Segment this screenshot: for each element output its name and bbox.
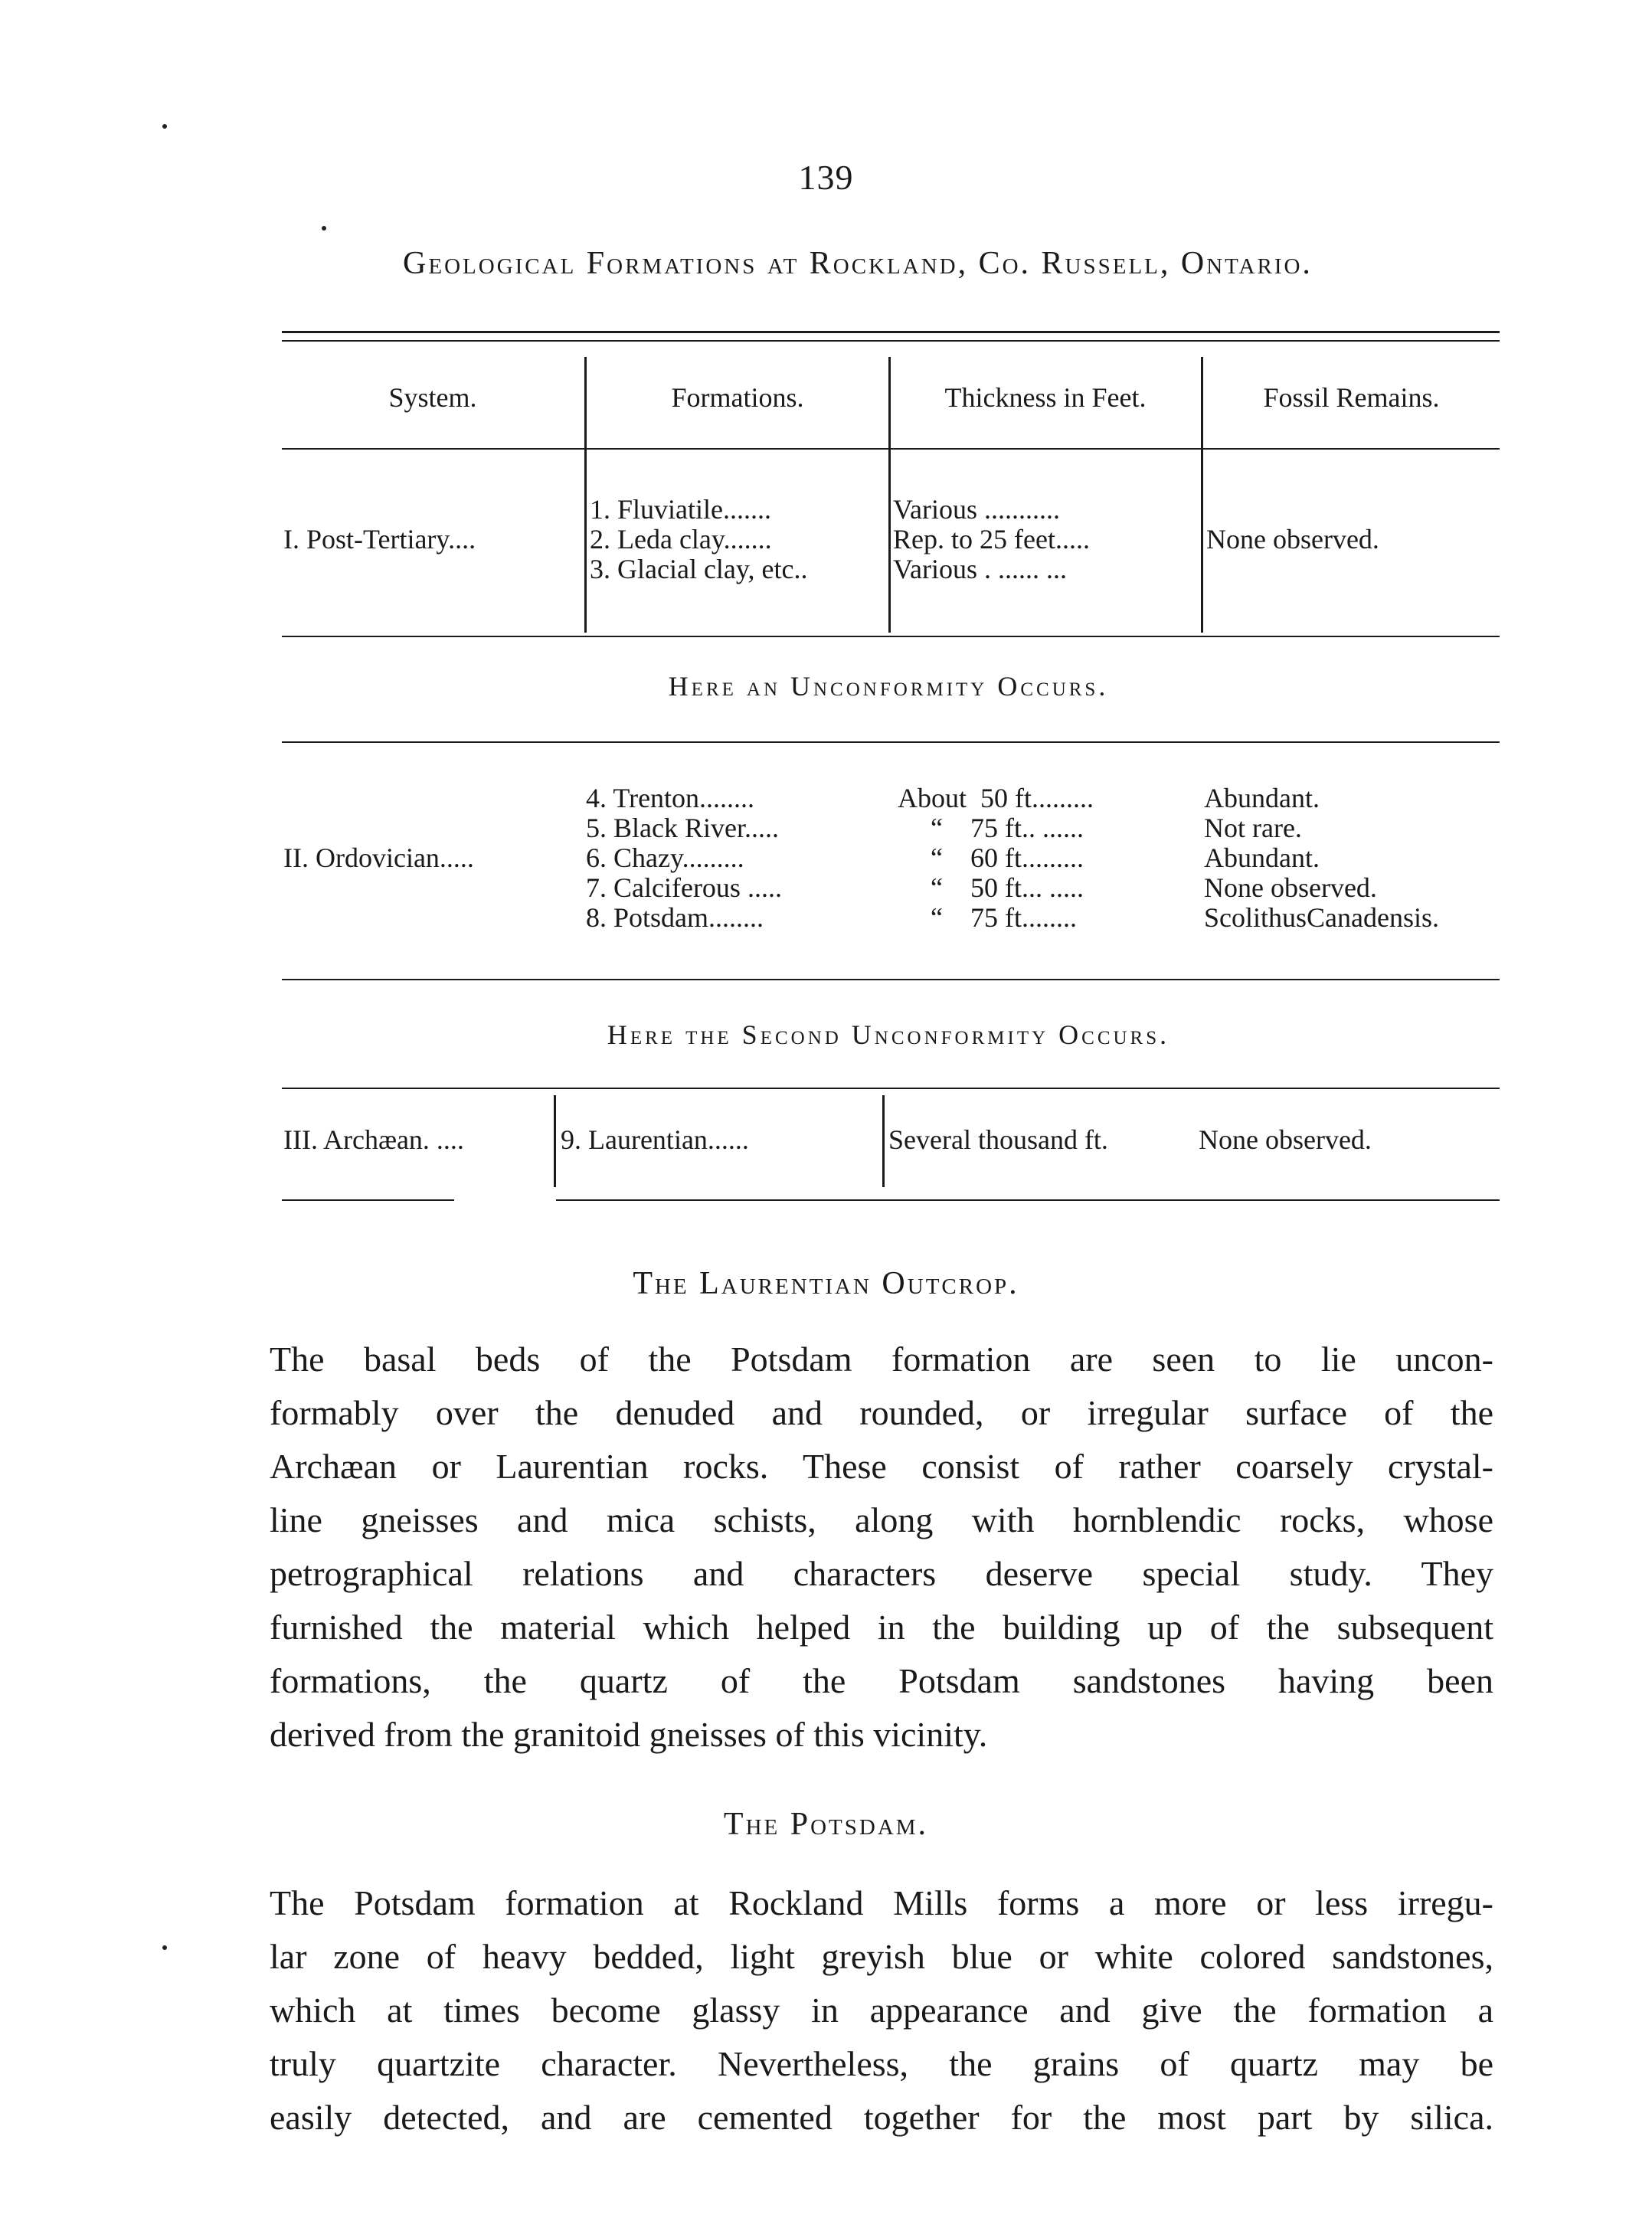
paragraph-line: formably over the denuded and rounded, or irregular surface of the <box>270 1393 1493 1432</box>
header-system: System. <box>388 382 477 413</box>
table-bottom-rule <box>556 1199 1500 1201</box>
header-fossils: Fossil Remains. <box>1263 382 1440 413</box>
formation-cell: 7. Calciferous ..... <box>586 872 782 903</box>
formation-cell: 9. Laurentian...... <box>561 1124 749 1155</box>
thickness-cell: Several thousand ft. <box>888 1124 1108 1155</box>
row-rule <box>282 1088 1500 1089</box>
section-heading: The Laurentian Outcrop. <box>633 1266 1019 1301</box>
paragraph-line: The basal beds of the Potsdam formation are seen to lie uncon- <box>270 1340 1493 1379</box>
paragraph-line: which at times become glassy in appearance and give the formation a <box>270 1991 1493 2030</box>
column-divider <box>554 1095 556 1187</box>
unconformity-note: Here the Second Unconformity Occurs. <box>607 1019 1170 1050</box>
fossil-cell: None observed. <box>1206 524 1379 554</box>
print-speck <box>162 1945 167 1950</box>
thickness-cell: Various ........... <box>893 494 1060 525</box>
paragraph-line: The Potsdam formation at Rockland Mills forms a more or less irregu- <box>270 1883 1493 1922</box>
paragraph-line: furnished the material which helped in the building up of the subsequent <box>270 1608 1493 1647</box>
paragraph <box>270 1333 1493 1762</box>
fossil-cell: Abundant. <box>1204 842 1320 873</box>
row-rule <box>282 979 1500 980</box>
formation-cell: 4. Trenton........ <box>586 783 755 813</box>
print-speck <box>322 226 326 231</box>
row-rule <box>282 636 1500 637</box>
table-top-rule <box>282 331 1500 333</box>
paragraph-line: easily detected, and are cemented together for the most part by silica. <box>270 2098 1493 2137</box>
thickness-cell: “ 75 ft.. ...... <box>931 813 1084 843</box>
header-thickness: Thickness in Feet. <box>944 382 1147 413</box>
page-number: 139 <box>798 158 854 197</box>
paragraph-line: lar zone of heavy bedded, light greyish blue or white colored sandstones, <box>270 1937 1493 1976</box>
formation-cell: 6. Chazy......... <box>586 842 744 873</box>
table-top-rule-double <box>282 340 1500 342</box>
paragraph-line: line gneisses and mica schists, along with hornblendic rocks, whose <box>270 1500 1493 1539</box>
thickness-cell: “ 75 ft........ <box>931 902 1077 933</box>
fossil-cell: Abundant. <box>1204 783 1320 813</box>
paragraph-line: formations, the quartz of the Potsdam sandstones having been <box>270 1661 1493 1700</box>
paragraph-line: derived from the granitoid gneisses of this vicinity. <box>270 1715 988 1754</box>
fossil-cell: None observed. <box>1199 1124 1372 1155</box>
thickness-cell: Various . ...... ... <box>893 554 1067 584</box>
formation-cell: 2. Leda clay....... <box>590 524 772 554</box>
paragraph-line: Archæan or Laurentian rocks. These consist of rather coarsely crystal- <box>270 1447 1493 1486</box>
formation-cell: 5. Black River..... <box>586 813 779 843</box>
row-rule <box>282 741 1500 743</box>
table-bottom-rule <box>282 1199 454 1201</box>
table-title: Geological Formations at Rockland, Co. Russell, Ontario. <box>403 246 1313 281</box>
column-divider <box>888 357 891 633</box>
system-cell: II. Ordovician..... <box>283 842 474 873</box>
paragraph-line: petrographical relations and characters deserve special study. They <box>270 1554 1493 1593</box>
thickness-cell: About 50 ft......... <box>898 783 1094 813</box>
paragraph <box>270 1876 1493 2144</box>
formation-cell: 8. Potsdam........ <box>586 902 764 933</box>
thickness-cell: “ 60 ft......... <box>931 842 1084 873</box>
column-divider <box>882 1095 885 1187</box>
formation-cell: 1. Fluviatile....... <box>590 494 771 525</box>
print-speck <box>162 124 167 129</box>
paragraph-line: truly quartzite character. Nevertheless, the grains of quartz may be <box>270 2044 1493 2083</box>
column-divider <box>1201 357 1203 633</box>
section-heading: The Potsdam. <box>723 1807 929 1842</box>
thickness-cell: “ 50 ft... ..... <box>931 872 1084 903</box>
column-divider <box>584 357 587 633</box>
unconformity-note: Here an Unconformity Occurs. <box>668 671 1109 702</box>
header-rule <box>282 448 1500 450</box>
system-cell: I. Post-Tertiary.... <box>283 524 476 554</box>
fossil-cell: None observed. <box>1204 872 1377 903</box>
system-cell: III. Archæan. .... <box>283 1124 464 1155</box>
header-formations: Formations. <box>671 382 804 413</box>
thickness-cell: Rep. to 25 feet..... <box>893 524 1090 554</box>
formation-cell: 3. Glacial clay, etc.. <box>590 554 808 584</box>
fossil-cell: ScolithusCanadensis. <box>1204 902 1439 933</box>
fossil-cell: Not rare. <box>1204 813 1302 843</box>
